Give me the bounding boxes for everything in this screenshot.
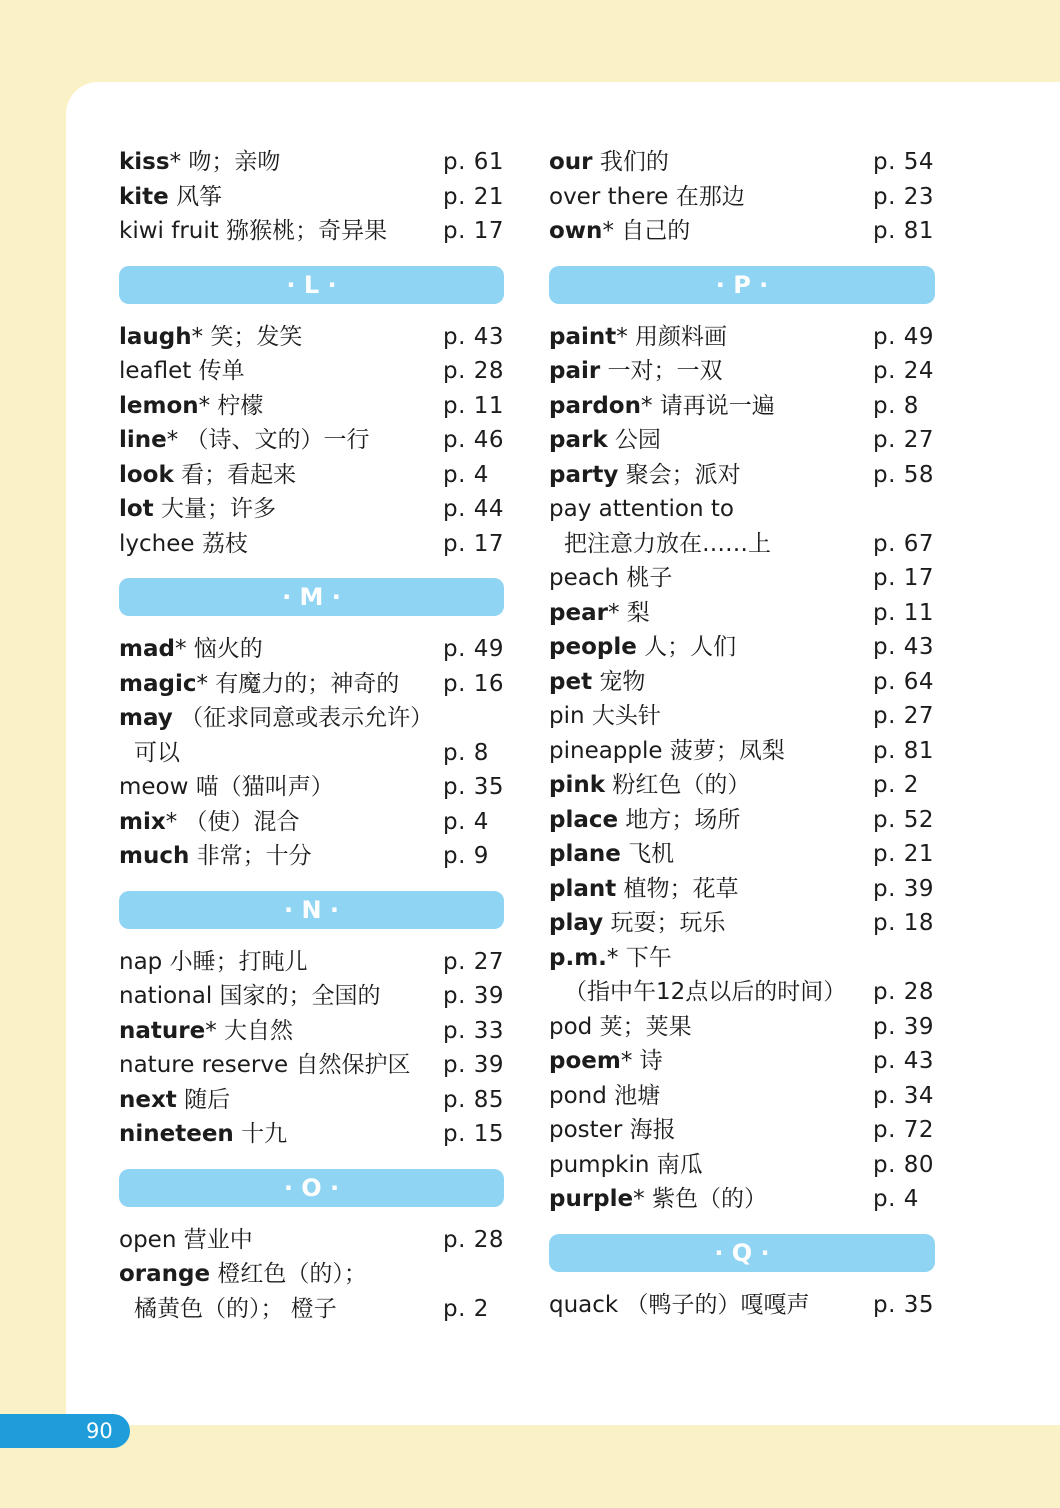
headword: mix [119,808,166,835]
definition: peach 桃子 [549,565,673,591]
glossary-entry [549,1113,935,1148]
headword: mad [119,636,175,662]
glossary-entry [549,837,935,872]
definition: 随后 [176,1086,231,1113]
definition: nature reserve 自然保护区 [119,1052,411,1078]
definition: 橙红色（的）； [210,1261,367,1287]
page-reference: p. 21 [873,841,934,867]
section-letter-bar: · O · [119,1169,504,1207]
page-reference: p. 81 [873,218,934,244]
entry-text [119,632,263,667]
entry-text [549,561,672,596]
entry-text [564,527,771,562]
entry-text [549,906,725,941]
definition: leaflet 传单 [119,358,245,384]
page-reference: p. 11 [873,599,934,626]
definition: 可以 [134,739,180,766]
glossary-entry [549,1079,935,1114]
entry-text [549,214,690,249]
entry-text [134,1292,337,1327]
entry-text [119,1048,410,1083]
definition: 粉红色（的） [605,772,751,798]
headword: pardon [549,392,641,419]
entry-text [119,1117,287,1152]
definition: 大量；许多 [153,496,276,522]
entry-text [119,458,296,493]
glossary-entry [549,320,935,355]
entry-text [549,630,736,665]
definition: * 梨 [607,599,650,626]
page-reference: p. 4 [443,808,489,835]
entry-text [549,492,734,527]
entry-text [119,145,280,180]
definition: * 吻；亲吻 [169,149,281,175]
glossary-entry [119,527,504,562]
headword: look [119,461,174,488]
definition: * 笑；发笑 [191,323,303,350]
entry-text [119,527,248,562]
definition: quack （鸭子的）嘎嘎声 [549,1291,810,1318]
glossary-entry [119,1223,504,1258]
entry-text [119,180,222,215]
definition: pond 池塘 [549,1082,661,1109]
entry-text [549,320,727,355]
definition: （征求同意或表示允许） [172,705,434,731]
entry-text [564,975,846,1010]
headword: much [119,843,190,869]
headword: lot [119,496,154,522]
entry-text [119,770,334,805]
headword: pet [549,668,593,695]
glossary-entry [119,180,504,215]
headword: poem [549,1048,621,1074]
section-letter-bar: · Q · [549,1234,935,1272]
page-reference: p. 28 [443,358,504,384]
page-number: 90 [86,1419,113,1443]
entry-text [119,1014,293,1049]
definition: （指中午12点以后的时间） [564,979,847,1005]
glossary-entry [119,770,504,805]
definition: * 用颜料画 [616,323,728,350]
page-number-tab [0,1414,130,1448]
entry-text [119,389,263,424]
headword: lemon [119,392,199,419]
headword: next [119,1086,177,1113]
definition: 一对；一双 [600,358,723,384]
headword: own [549,218,603,244]
entry-text [119,1257,367,1292]
page-reference: p. 85 [443,1086,504,1113]
definition: kiwi fruit 猕猴桃；奇异果 [119,218,388,244]
entry-text [119,492,276,527]
page-reference: p. 28 [873,979,934,1005]
entry-text [549,145,669,180]
definition: * 恼火的 [174,636,263,662]
definition: pin 大头针 [549,703,661,729]
page-reference: p. 27 [873,703,934,729]
page-reference: p. 16 [443,670,504,697]
entry-text [549,458,741,493]
page-reference: p. 2 [443,1295,489,1322]
glossary-entry [119,1257,504,1292]
page-reference: p. 54 [873,149,934,175]
entry-text [549,1044,663,1079]
section-letter-bar: · N · [119,891,504,929]
glossary-entry [549,458,935,493]
headword: plane [549,841,621,867]
definition: 植物；花草 [616,875,739,902]
headword: magic [119,670,197,697]
glossary-entry [549,180,935,215]
definition: * 请再说一遍 [640,392,775,419]
page-reference: p. 52 [873,806,934,833]
entry-text [549,1288,810,1323]
headword: purple [549,1186,634,1212]
glossary-entry [549,354,935,389]
definition: * 诗 [620,1048,663,1074]
page-reference: p. 39 [443,983,504,1009]
headword: nineteen [119,1121,234,1147]
glossary-entry [549,906,935,941]
headword: paint [549,323,617,350]
entry-text [119,667,399,702]
glossary-entry [549,699,935,734]
page-reference: p. 11 [443,392,504,419]
page-reference: p. 2 [873,772,919,798]
definition: 看；看起来 [173,461,297,488]
entry-text [549,1182,767,1217]
page-reference: p. 8 [873,392,919,419]
headword: play [549,910,604,936]
glossary-entry [119,1292,504,1327]
entry-text [119,1083,230,1118]
entry-text [549,941,672,976]
page-reference: p. 61 [443,149,504,175]
entry-text [549,1113,676,1148]
glossary-entry [119,1083,504,1118]
definition: 我们的 [592,149,669,175]
definition: pineapple 菠萝；凤梨 [549,737,785,764]
headword: plant [549,875,617,902]
entry-text [549,872,739,907]
page-reference: p. 58 [873,461,934,488]
page-reference: p. 39 [443,1052,504,1078]
entry-text [119,979,381,1014]
headword: our [549,149,593,175]
headword: nature [119,1017,206,1044]
entry-text [119,701,433,736]
glossary-entry [549,941,935,976]
glossary-column-right [549,145,935,1322]
definition: 玩耍；玩乐 [603,910,726,936]
page-reference: p. 67 [873,530,934,557]
headword: place [549,806,619,833]
page-reference: p. 35 [873,1291,934,1318]
definition: * 有魔力的；神奇的 [196,670,400,697]
glossary-entry [119,320,504,355]
glossary-entry [549,1010,935,1045]
page-reference: p. 17 [443,218,504,244]
page-reference: p. 72 [873,1117,934,1143]
definition: 橘黄色（的）； 橙子 [134,1295,337,1322]
definition: 风筝 [168,183,223,210]
definition: * （使）混合 [165,808,300,835]
definition: * 自己的 [602,218,691,244]
definition: * 紫色（的） [633,1186,767,1212]
page-reference: p. 39 [873,1013,934,1040]
entry-text [549,1010,692,1045]
entry-text [549,354,723,389]
page-reference: p. 44 [443,496,504,522]
entry-text [119,945,308,980]
glossary-entry [119,492,504,527]
definition: nap 小睡；打盹儿 [119,948,308,975]
definition: * 大自然 [205,1017,294,1044]
entry-text [119,320,302,355]
glossary-entry [119,805,504,840]
glossary-entry [119,979,504,1014]
entry-text [119,354,245,389]
page-reference: p. 39 [873,875,934,902]
page-reference: p. 80 [873,1151,934,1178]
definition: 十九 [233,1121,288,1147]
entry-text [549,699,661,734]
entry-text [549,734,785,769]
definition: national 国家的；全国的 [119,983,381,1009]
definition: 把注意力放在……上 [564,530,771,557]
definition: * （诗、文的）一行 [166,427,370,453]
definition: 宠物 [592,668,646,695]
definition: pod 荚；荚果 [549,1013,692,1040]
page-reference: p. 4 [443,461,489,488]
page-reference: p. 23 [873,183,934,210]
definition: * 下午 [606,944,672,971]
glossary-entry [549,492,935,527]
glossary-entry [119,354,504,389]
headword: pair [549,358,601,384]
definition: 聚会；派对 [618,461,741,488]
page-reference: p. 17 [443,530,504,557]
page-reference: p. 33 [443,1017,504,1044]
entry-text [549,665,645,700]
glossary-entry [549,527,935,562]
definition: meow 喵（猫叫声） [119,774,334,800]
page-reference: p. 21 [443,183,504,210]
entry-text [549,803,740,838]
entry-text [119,423,370,458]
entry-text [549,596,650,631]
page-reference: p. 27 [443,948,504,975]
glossary-entry [119,1014,504,1049]
glossary-entry [549,145,935,180]
glossary-entry [549,975,935,1010]
glossary-entry [119,389,504,424]
page-reference: p. 64 [873,668,934,695]
section-letter-bar: · L · [119,266,504,304]
headword: may [119,705,173,731]
page-reference: p. 24 [873,358,934,384]
page-reference: p. 18 [873,910,934,936]
glossary-entry [549,1044,935,1079]
entry-text [119,839,312,874]
entry-text [549,423,661,458]
definition: 公园 [607,427,661,453]
definition: pay attention to [549,496,734,522]
page-reference: p. 9 [443,843,489,869]
headword: laugh [119,323,192,350]
glossary-column-left [119,145,504,1326]
glossary-entry [549,734,935,769]
page-reference: p. 4 [873,1186,919,1212]
glossary-entry [549,1288,935,1323]
glossary-entry [119,701,504,736]
headword: p.m. [549,944,607,971]
definition: open 营业中 [119,1226,253,1253]
page-reference: p. 15 [443,1121,504,1147]
glossary-entry [549,630,935,665]
glossary-entry [119,1117,504,1152]
entry-text [134,736,180,771]
page-reference: p. 81 [873,737,934,764]
definition: poster 海报 [549,1117,676,1143]
entry-text [549,389,775,424]
glossary-entry [119,423,504,458]
headword: kite [119,183,169,210]
definition: 地方；场所 [618,806,741,833]
glossary-entry [549,1148,935,1183]
page-reference: p. 8 [443,739,489,766]
glossary-entry [119,145,504,180]
page-reference: p. 43 [443,323,504,350]
glossary-entry [549,665,935,700]
glossary-entry [119,1048,504,1083]
page-reference: p. 43 [873,1048,934,1074]
glossary-entry [119,839,504,874]
definition: pumpkin 南瓜 [549,1151,703,1178]
glossary-entry [549,872,935,907]
headword: pear [549,599,608,626]
definition: lychee 荔枝 [119,530,248,557]
definition: * 柠檬 [198,392,264,419]
page-reference: p. 17 [873,565,934,591]
entry-text [549,180,745,215]
page-reference: p. 28 [443,1226,504,1253]
glossary-entry [119,214,504,249]
definition: over there 在那边 [549,183,745,210]
page-reference: p. 27 [873,427,934,453]
glossary-entry [119,667,504,702]
definition: 非常；十分 [189,843,312,869]
entry-text [549,1148,703,1183]
section-letter-bar: · P · [549,266,935,304]
page-reference: p. 49 [443,636,504,662]
headword: party [549,461,619,488]
glossary-entry [119,945,504,980]
entry-text [549,837,674,872]
section-letter-bar: · M · [119,578,504,616]
glossary-entry [119,458,504,493]
glossary-entry [549,561,935,596]
glossary-entry [549,423,935,458]
page-reference: p. 35 [443,774,504,800]
headword: orange [119,1261,211,1287]
glossary-entry [549,768,935,803]
glossary-entry [549,1182,935,1217]
glossary-entry [119,736,504,771]
glossary-entry [549,803,935,838]
page-reference: p. 49 [873,323,934,350]
entry-text [549,768,750,803]
entry-text [549,1079,660,1114]
entry-text [119,1223,253,1258]
page-reference: p. 46 [443,427,504,453]
glossary-entry [549,596,935,631]
definition: 人；人们 [636,634,737,660]
glossary-entry [549,389,935,424]
entry-text [119,214,387,249]
headword: line [119,427,167,453]
glossary-entry [549,214,935,249]
page-reference: p. 34 [873,1082,934,1109]
headword: people [549,634,637,660]
headword: kiss [119,149,170,175]
entry-text [119,805,300,840]
headword: pink [549,772,606,798]
glossary-entry [119,632,504,667]
headword: park [549,427,608,453]
page-reference: p. 43 [873,634,934,660]
definition: 飞机 [620,841,675,867]
